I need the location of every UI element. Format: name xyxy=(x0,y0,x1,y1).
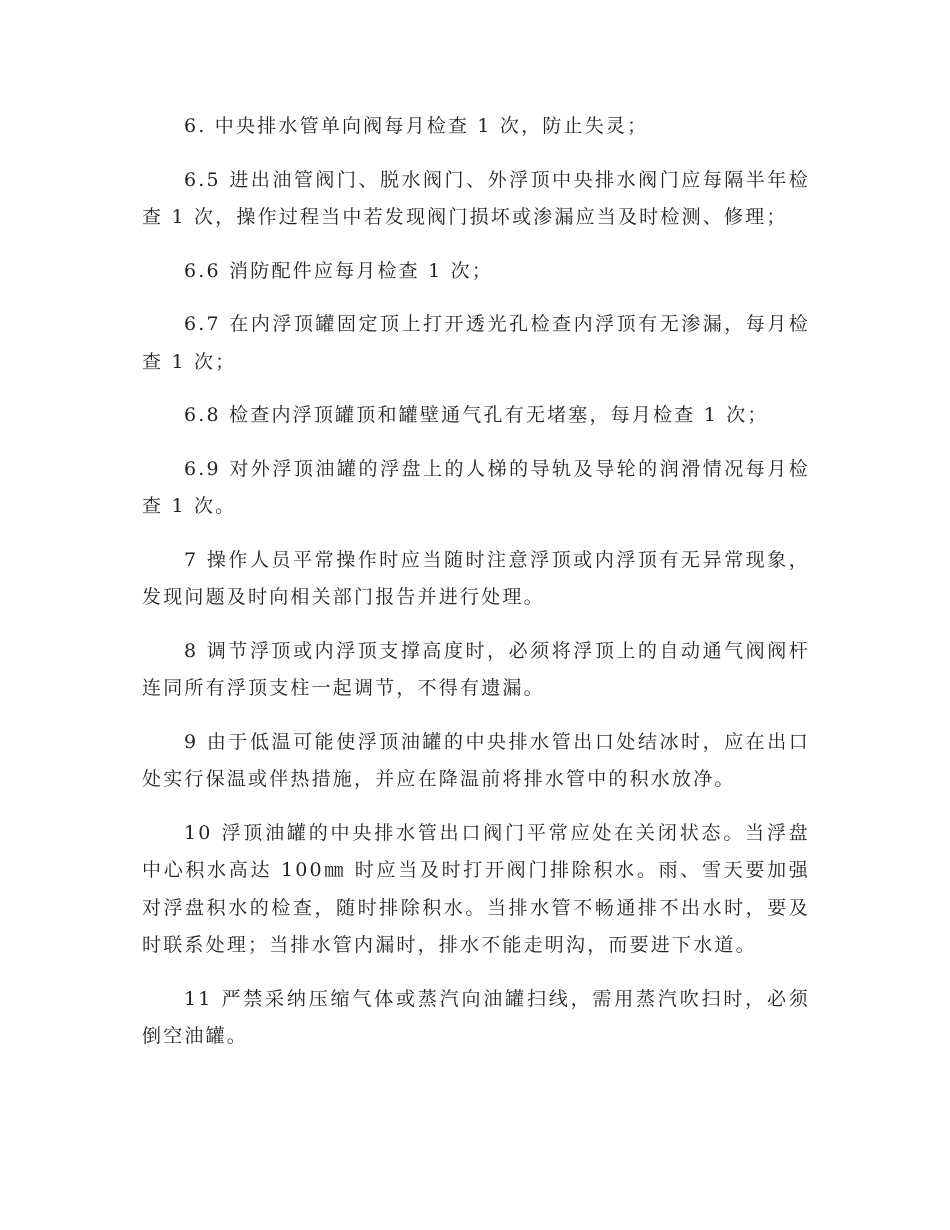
paragraph-6-6: 6.6 消防配件应每月检查 1 次； xyxy=(184,259,494,282)
paragraph-6-8: 6.8 检查内浮顶罐顶和罐壁通气孔有无堵塞，每月检查 1 次； xyxy=(184,404,769,426)
paragraph-6-5: 6.5 进出油管阀门、脱水阀门、外浮顶中央排水阀门应每隔半年检查 1 次，操作过程当中若发现阀门损坏或渗漏应当及时检测、修理； xyxy=(142,168,810,228)
paragraph-9: 9 由于低温可能使浮顶油罐的中央排水管出口处结冰时，应在出口处实行保温或伴热措施，并应在降温前将排水管中的积水放净。 xyxy=(142,730,810,790)
paragraph-8: 8 调节浮顶或内浮顶支撑高度时，必须将浮顶上的自动通气阀阀杆连同所有浮顶支柱一起调节，不得有遗漏。 xyxy=(142,639,810,699)
paragraph-6: 6. 中央排水管单向阀每月检查 1 次，防止失灵； xyxy=(184,115,649,137)
document-body xyxy=(142,108,810,1072)
paragraph-6-9: 6.9 对外浮顶油罐的浮盘上的人梯的导轨及导轮的润滑情况每月检查 1 次。 xyxy=(142,457,810,517)
paragraph-10: 10 浮顶油罐的中央排水管出口阀门平常应处在关闭状态。当浮盘中心积水高达 100㎜ 时应当及时打开阀门排除积水。雨、雪天要加强对浮盘积水的检查，随时排除积水。当排水管不畅通排不出水时，要及时联系处理；当排水管内漏时，排水不能走明沟，而要进下水道。 xyxy=(142,821,810,956)
paragraph-11: 11 严禁采纳压缩气体或蒸汽向油罐扫线，需用蒸汽吹扫时，必须倒空油罐。 xyxy=(142,987,810,1047)
paragraph-7: 7 操作人员平常操作时应当随时注意浮顶或内浮顶有无异常现象，发现问题及时向相关部门报告并进行处理。 xyxy=(142,548,810,608)
paragraph-6-7: 6.7 在内浮顶罐固定顶上打开透光孔检查内浮顶有无渗漏，每月检查 1 次； xyxy=(142,313,810,373)
